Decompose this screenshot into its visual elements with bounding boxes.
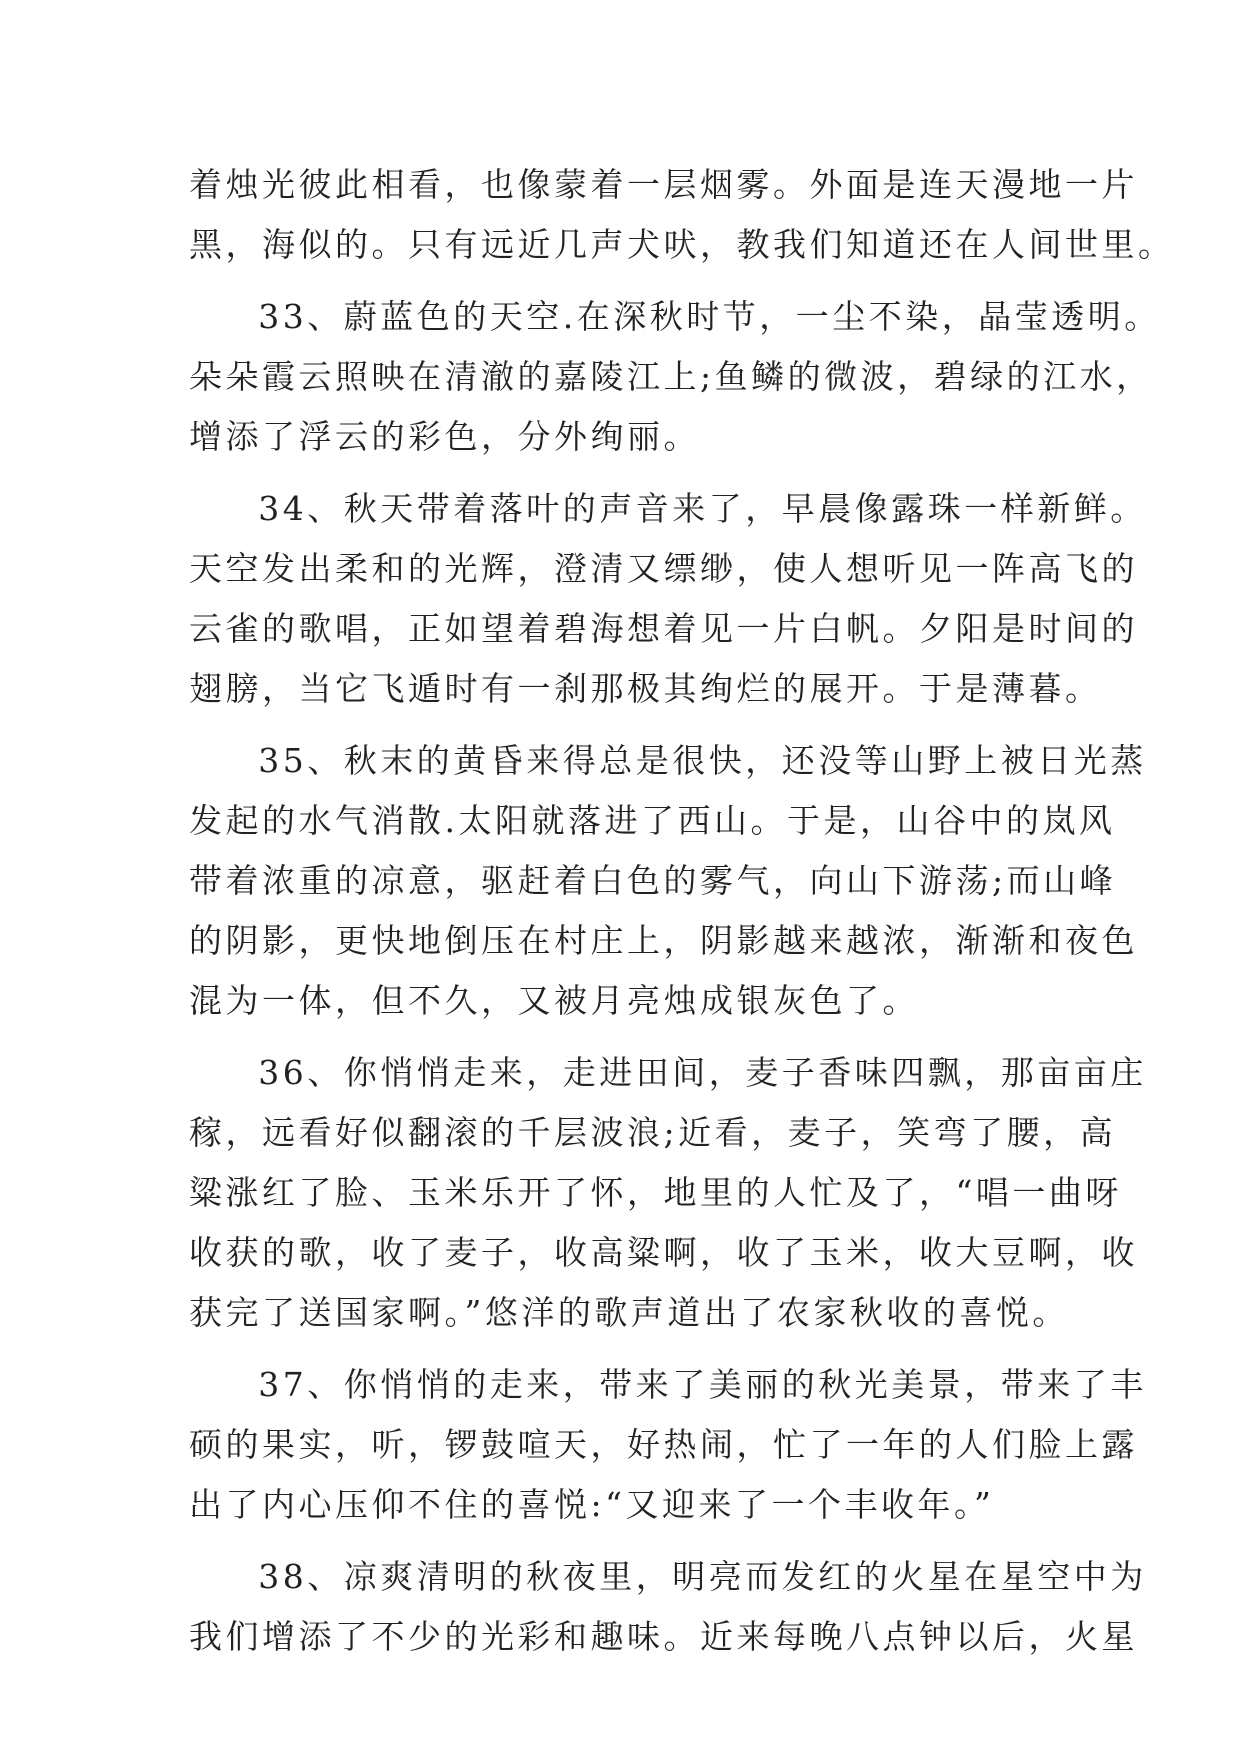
text-line: 发起的水气消散.太阳就落进了西山。于是，山谷中的岚风: [189, 801, 1116, 840]
paragraph-first-line: 37、你悄悄的走来，带来了美丽的秋光美景，带来了丰: [258, 1365, 1147, 1404]
paragraph-gap: [189, 719, 1059, 731]
text-line: 云雀的歌唱，正如望着碧海想着见一片白帆。夕阳是时间的: [189, 609, 1138, 648]
paragraph-first-line: 36、你悄悄走来，走进田间，麦子香味四飘，那亩亩庄: [258, 1053, 1147, 1092]
paragraph-gap: [189, 467, 1059, 479]
text-line: 天空发出柔和的光辉，澄清又缥缈，使人想听见一阵高飞的: [189, 549, 1138, 588]
paragraph-first-line: 35、秋末的黄昏来得总是很快，还没等山野上被日光蒸: [258, 741, 1147, 780]
text-line: 朵朵霞云照映在清澈的嘉陵江上;鱼鳞的微波，碧绿的江水，: [189, 357, 1153, 396]
paragraph-gap: [189, 1535, 1059, 1547]
text-line: 黑，海似的。只有远近几声犬吠，教我们知道还在人间世里。: [189, 225, 1175, 264]
text-line: 出了内心压仰不住的喜悦:“又迎来了一个丰收年。”: [189, 1485, 995, 1524]
text-line: 的阴影，更快地倒压在村庄上，阴影越来越浓，渐渐和夜色: [189, 921, 1138, 960]
text-line: 我们增添了不少的光彩和趣味。近来每晚八点钟以后，火星: [189, 1617, 1138, 1656]
paragraph-first-line: 33、蔚蓝色的天空.在深秋时节，一尘不染，晶莹透明。: [258, 297, 1161, 336]
text-line: 粱涨红了脸、玉米乐开了怀，地里的人忙及了，“唱一曲呀: [189, 1173, 1122, 1212]
paragraph-gap: [189, 1343, 1059, 1355]
text-line: 翅膀，当它飞遁时有一刹那极其绚烂的展开。于是薄暮。: [189, 669, 1102, 708]
text-line: 带着浓重的凉意，驱赶着白色的雾气，向山下游荡;而山峰: [189, 861, 1117, 900]
text-line: 稼，远看好似翻滚的千层波浪;近看，麦子，笑弯了腰，高: [189, 1113, 1117, 1152]
document-body-text: [189, 155, 1175, 1667]
text-line: 获完了送国家啊。”悠洋的歌声道出了农家秋收的喜悦。: [189, 1293, 1069, 1332]
paragraph-first-line: 34、秋天带着落叶的声音来了，早晨像露珠一样新鲜。: [258, 489, 1147, 528]
paragraph-first-line: 38、凉爽清明的秋夜里，明亮而发红的火星在星空中为: [258, 1557, 1147, 1596]
paragraph-gap: [189, 275, 1059, 287]
text-line: 收获的歌，收了麦子，收高粱啊，收了玉米，收大豆啊，收: [189, 1233, 1138, 1272]
text-line: 硕的果实，听，锣鼓喧天，好热闹，忙了一年的人们脸上露: [189, 1425, 1138, 1464]
text-line: 混为一体，但不久，又被月亮烛成银灰色了。: [189, 981, 919, 1020]
text-line: 着烛光彼此相看，也像蒙着一层烟雾。外面是连天漫地一片: [189, 165, 1138, 204]
paragraph-gap: [189, 1031, 1059, 1043]
text-line: 增添了浮云的彩色，分外绚丽。: [189, 417, 700, 456]
